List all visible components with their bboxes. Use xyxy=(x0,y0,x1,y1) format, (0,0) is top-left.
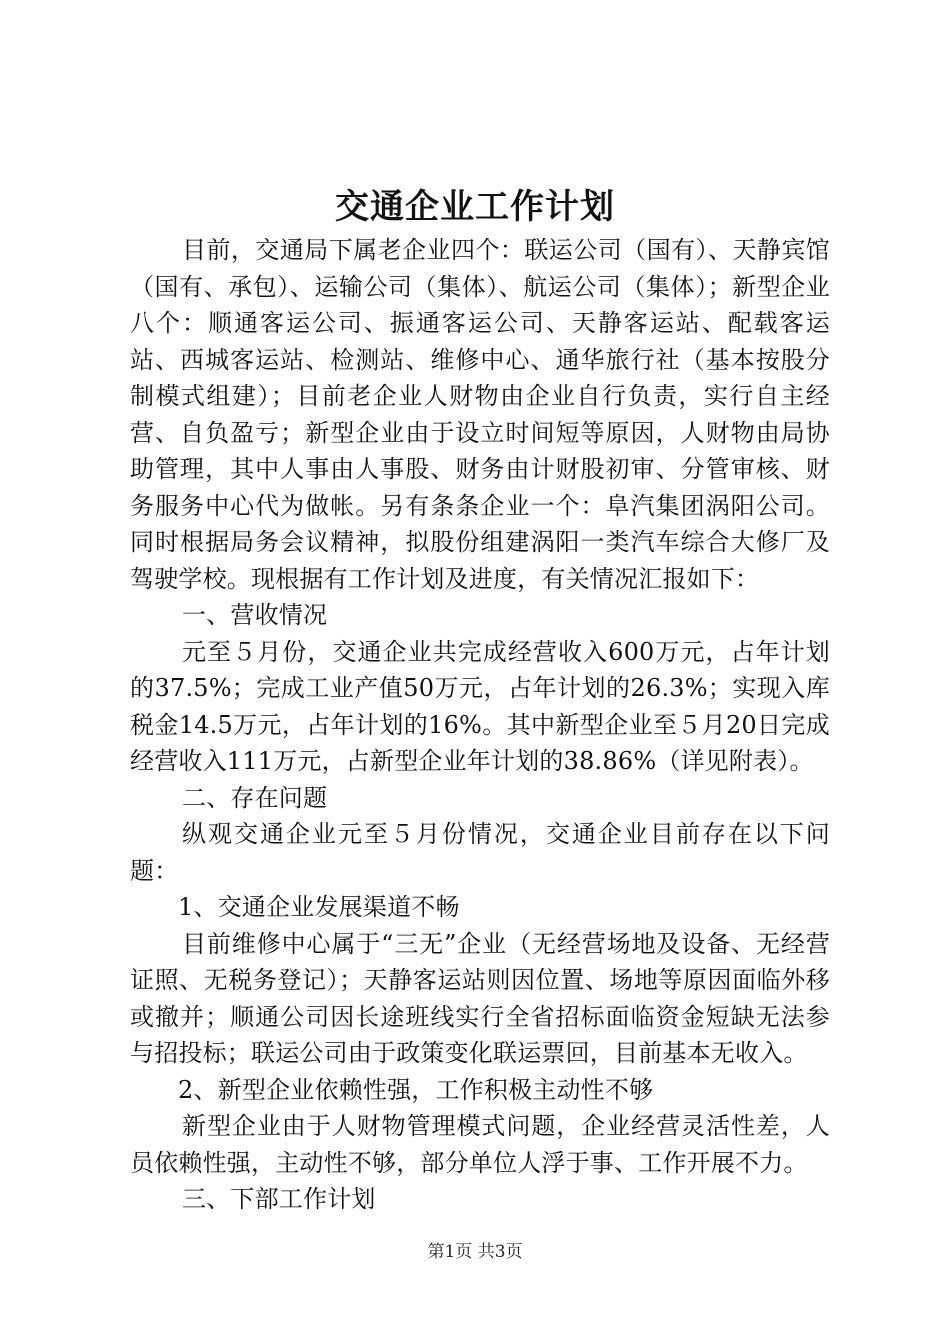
revenue-paragraph: 元至５月份，交通企业共完成经营收入600万元，占年计划的37.5%；完成工业产值50万元，占年计划的26.3%；实现入库税金14.5万元，占年计划的16%。其中新型企业至５月20日完成经营收入111万元，占新型企业年计划的38.86%（详见附表）。 xyxy=(130,637,830,775)
dependency-paragraph: 新型企业由于人财物管理模式问题，企业经营灵活性差，人员依赖性强，主动性不够，部分单位人浮于事、工作开展不力。 xyxy=(130,1112,830,1177)
section-heading-revenue: 一、营收情况 xyxy=(182,601,328,629)
section-heading-problems: 二、存在问题 xyxy=(182,783,328,812)
section-heading-next-plan: 三、下部工作计划 xyxy=(182,1185,376,1213)
page-footer: 第1页 共3页 xyxy=(427,1242,523,1262)
development-channels-paragraph: 目前维修中心属于“三无”企业（无经营场地及设备、无经营证照、无税务登记）；天静客运站则因位置、场地等原因面临外移或撤并；顺通公司因长途班线实行全省招标面临资金短缺无法参与招投标；联运公司由于政策变化联运票回，目前基本无收入。 xyxy=(130,929,830,1067)
subheading-dependency: 2、新型企业依赖性强，工作积极主动性不够 xyxy=(178,1075,654,1104)
document-body xyxy=(130,232,830,1218)
document-title: 交通企业工作计划 xyxy=(335,187,615,227)
intro-paragraph: 目前，交通局下属老企业四个：联运公司（国有）、天静宾馆（国有、承包）、运输公司（集体）、航运公司（集体）；新型企业八个：顺通客运公司、振通客运公司、天静客运站、配载客运站、西城客运站、检测站、维修中心、通华旅行社（基本按股分制模式组建）；目前老企业人财物由企业自行负责，实行自主经营、自负盈亏；新型企业由于设立时间短等原因，人财物由局协助管理，其中人事由人事股、财务由计财股初审、分管审核、财务服务中心代为做帐。另有条条企业一个：阜汽集团涡阳公司。同时根据局务会议精神，拟股份组建涡阳一类汽车综合大修厂及驾驶学校。现根据有工作计划及进度，有关情况汇报如下： xyxy=(130,236,830,593)
problems-intro-paragraph: 纵观交通企业元至５月份情况，交通企业目前存在以下问题： xyxy=(130,820,830,885)
subheading-development-channels: 1、交通企业发展渠道不畅 xyxy=(178,893,460,921)
